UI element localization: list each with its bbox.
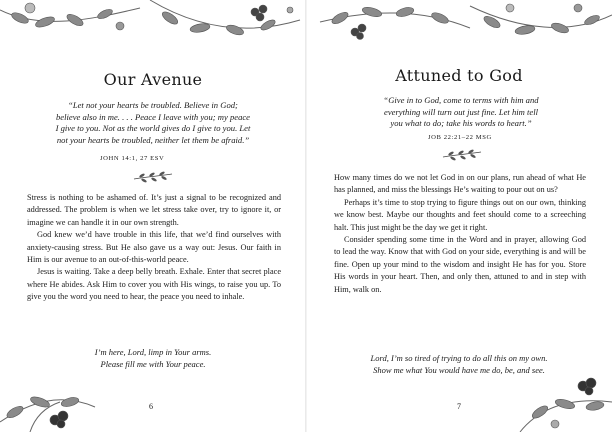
verse-line: you what to do; take his words to heart.” (390, 118, 532, 129)
paragraph: Jesus is waiting. Take a deep belly breath. Exhale. Enter that secret place where He abides. Ask Him to cover you with His wings, to raise you up. To give you the word you need to hear, the peace you need to inhale. (27, 267, 281, 302)
leaf-sprig-icon (441, 148, 483, 162)
prayer-line: I’m here, Lord, limp in Your arms. (94, 347, 212, 357)
prayer-line: Show me what You would have me do, be, and see. (373, 365, 545, 375)
paragraph: Perhaps it’s time to stop trying to figure things out on our own, thinking we know best. Maybe our thoughts and feet should come to a screeching halt. This just might be the day we get it right. (334, 197, 586, 232)
page-title: Our Avenue (103, 70, 203, 89)
scripture-reference: JOB 22:21–22 MSG (428, 134, 492, 141)
right-page (306, 0, 612, 432)
body-text (27, 192, 281, 304)
prayer-line: Please fill me with Your peace. (100, 359, 206, 369)
closing-prayer (326, 352, 592, 376)
prayer-line: Lord, I’m so tired of trying to do all this on my own. (370, 353, 548, 363)
body-text (334, 172, 586, 296)
verse-line: not your hearts be troubled, neither let them be afraid.” (56, 134, 250, 145)
paragraph: How many times do we not let God in on our plans, run ahead of what He has planned, and miss the blessings He’s waiting to pour out on us? (334, 173, 586, 195)
closing-prayer (30, 346, 276, 370)
paragraph: God knew we’d have trouble in this life, that we’d find ourselves with anxiety-causing stress. But He also gave us a way out: Jesus. Our faith in Him is our avenue to an out-of-this-world peace. (27, 230, 281, 265)
verse-line: “Let not your hearts be troubled. Believe in God; (68, 100, 238, 110)
verse-line: “Give in to God, come to terms with him and (383, 95, 539, 105)
page-number: 7 (457, 402, 461, 411)
page-title: Attuned to God (395, 66, 523, 85)
scripture-verse (40, 100, 266, 146)
scripture-reference: JOHN 14:1, 27 ESV (100, 155, 165, 162)
scripture-verse (336, 95, 586, 130)
page-number: 6 (149, 402, 153, 411)
verse-line: believe also in me. . . . Peace I leave with you; my peace (56, 111, 250, 122)
verse-line: everything will turn out just fine. Let him tell (384, 106, 538, 117)
paragraph: Consider spending some time in the Word and in prayer, allowing God to lead the way. Know that with God on your side, everything is and will be fine. Open up your mind to the wisdom and insight He has for you. Store His words in your heart. Then, and only then, attuned to and in step with Him, walk on. (334, 235, 586, 294)
paragraph: Stress is nothing to be ashamed of. It’s just a signal to be recognized and addressed. The problem is when we let stress take over, try to ignore it, or imagine we can handle it in our own strength. (27, 193, 281, 227)
verse-line: I give to you. Not as the world gives do I give to you. Let (55, 123, 251, 134)
leaf-sprig-icon (132, 170, 174, 184)
